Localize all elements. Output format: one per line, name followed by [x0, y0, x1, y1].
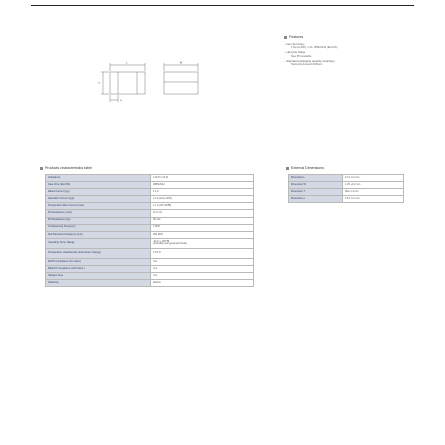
row-key: DC Resistance (typ)	[46, 217, 151, 224]
row-value	[151, 238, 254, 248]
label-l: L	[126, 61, 128, 65]
row-key: Soldering	[46, 280, 151, 287]
row-key: Dimension T	[289, 189, 343, 196]
row-key: Operating Temp. Range	[46, 238, 151, 248]
label-e: e	[120, 99, 122, 102]
row-value-note: (including self-generated heat)	[153, 242, 187, 246]
products-table-title: Products characteristics table	[45, 166, 92, 170]
square-bullet-icon	[286, 167, 289, 170]
table-row	[46, 231, 254, 238]
row-value: Reflow	[151, 280, 254, 287]
feature-label: Standard packaging quantity (reel/tray)	[286, 58, 335, 63]
row-key: Saturation Current (typ)	[46, 196, 151, 203]
row-value: ± 15 %	[151, 248, 254, 258]
feature-detail: New PN available	[291, 54, 312, 58]
row-key: REACH Compliance (223 subst.)	[46, 265, 151, 272]
row-key: DC Resistance (max)	[46, 210, 151, 217]
row-key: Temperature characteristic (inductance change)	[46, 248, 151, 258]
row-key: Halogen Free	[46, 273, 151, 280]
table-row	[289, 175, 404, 182]
row-key: Self Resonant Frequency (min)	[46, 231, 151, 238]
table-row	[46, 203, 254, 210]
features-title: Features	[289, 35, 304, 39]
table-row	[46, 217, 254, 224]
row-value: Max 1.4 mm	[343, 189, 404, 196]
feature-detail: Taping Embossed 2000pcs	[291, 63, 323, 67]
row-value: 90 mΩ	[151, 217, 254, 224]
row-key: Dimension W	[289, 182, 343, 189]
row-key: Inductance	[46, 175, 151, 182]
external-dimensions-table	[288, 174, 404, 203]
row-value: 1.1 A	[151, 189, 254, 196]
square-bullet-icon	[40, 167, 43, 170]
table-row	[46, 224, 254, 231]
row-key: RoHS Compliance (10 subst.)	[46, 258, 151, 265]
feature-item: – Item Summary	[284, 42, 305, 46]
row-value: 1.2 A (ΔL/L-30%)	[151, 196, 254, 203]
table-row	[46, 210, 254, 217]
external-dimensions-heading	[286, 166, 324, 170]
row-value: 0805/2012	[151, 182, 254, 189]
row-value: 1.25 +0.2 mm	[343, 182, 404, 189]
feature-label: Lifecycle Stage	[286, 50, 306, 55]
table-row	[46, 196, 254, 203]
feature-detail: 1.5μm(1206), 1.1A, 0805/2012 (EIA/JIS)	[291, 46, 338, 50]
table-row	[46, 280, 254, 287]
row-value: Yes	[151, 258, 254, 265]
feature-label: Item Summary	[286, 42, 305, 46]
feature-item: – Standard packaging quantity (reel/tray)	[284, 58, 335, 63]
external-dimensions-title: External Dimensions	[291, 166, 324, 170]
label-w: W	[179, 61, 183, 65]
row-key: Rated Current (typ)	[46, 189, 151, 196]
row-value: 117 mΩ	[151, 210, 254, 217]
row-value: 0.5 ± 0.2 mm	[343, 196, 404, 203]
row-value: 1 MHz	[151, 224, 254, 231]
features-section	[284, 35, 404, 67]
table-row	[46, 265, 254, 272]
table-row	[289, 182, 404, 189]
header-rule	[31, 5, 414, 6]
label-t: T	[98, 82, 100, 85]
table-row	[46, 258, 254, 265]
products-table-heading	[40, 166, 92, 170]
table-row	[46, 182, 254, 189]
row-value: 290 MHz	[151, 231, 254, 238]
table-row	[289, 189, 404, 196]
table-row	[46, 273, 254, 280]
row-value: 1.5uH ± 20 %	[151, 175, 254, 182]
square-bullet-icon	[284, 36, 287, 39]
products-characteristics-table	[45, 174, 254, 287]
table-row	[289, 196, 404, 203]
row-key: Dimension L	[289, 175, 343, 182]
table-row	[46, 248, 254, 258]
row-key: Dimension e	[289, 196, 343, 203]
dimension-drawing-svg	[90, 56, 202, 108]
table-row	[46, 189, 254, 196]
row-value: Yes	[151, 273, 254, 280]
dimension-drawing	[90, 56, 202, 108]
row-value-line: -40 to +105 ℃	[153, 239, 170, 243]
table-row	[46, 238, 254, 248]
feature-item: – Lifecycle Stage	[284, 50, 306, 55]
side-view-body	[164, 72, 198, 94]
row-key: L0 Measuring Frequency	[46, 224, 151, 231]
front-view-body	[110, 72, 145, 94]
row-key: Case Size (EIA/JIS)	[46, 182, 151, 189]
row-value: Yes	[151, 265, 254, 272]
row-value: 1.1 A (ΔT=40℃)	[151, 203, 254, 210]
features-heading	[284, 35, 404, 39]
table-row	[46, 175, 254, 182]
row-key: Temperature Rise Current (max)	[46, 203, 151, 210]
row-value: 2.0 ± 0.2 mm	[343, 175, 404, 182]
